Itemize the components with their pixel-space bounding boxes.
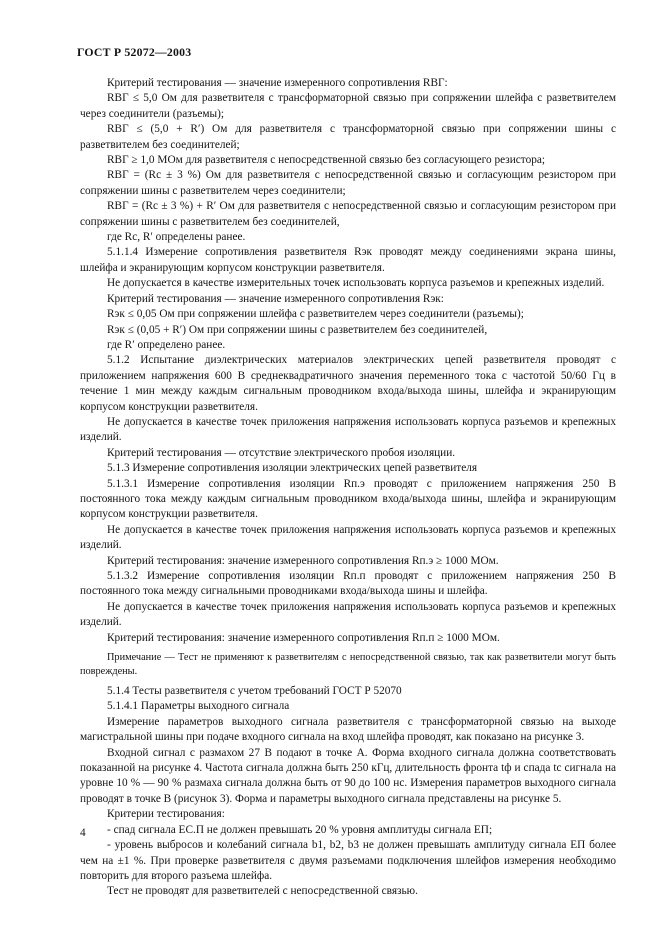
paragraph: Критерий тестирования — отсутствие электрического пробоя изоляции. bbox=[107, 446, 456, 459]
page-number: 4 bbox=[80, 827, 86, 839]
paragraph: RBГ ≥ 1,0 МОм для разветвителя с непосредственной связью без согласующего резистора; bbox=[107, 154, 546, 167]
section-heading: 5.1.4 Тесты разветвителя с учетом требований ГОСТ Р 52070 bbox=[107, 685, 402, 698]
paragraph: Rэк ≤ (0,05 + R′) Ом при сопряжении шины с разветвителем без соединителей, bbox=[107, 323, 488, 336]
section-heading: 5.1.3 Измерение сопротивления изоляции электрических цепей разветвителя bbox=[107, 462, 478, 475]
page-header: ГОСТ Р 52072—2003 bbox=[77, 45, 192, 59]
paragraph: Тест не проводят для разветвителей с непосредственной связью. bbox=[107, 885, 418, 898]
paragraph: 5.1.3.2 Измерение сопротивления изоляции Rп.п проводят с приложением напряжения 250 В постоянного тока между сигнальными проводниками входа/выхода шины и шлейфа. bbox=[80, 570, 616, 598]
list-item: - уровень выбросов и колебаний сигнала b1, b2, b3 не должен превышать амплитуду сигнала EП более чем на ±1 %. При проверке разветвителя с двумя разъемами подключения шлейфов измерения необходимо повторить для второго разъема шлейфа. bbox=[80, 839, 616, 882]
paragraph: 5.1.1.4 Измерение сопротивления разветвителя Rэк проводят между соединениями экрана шины, шлейфа и экранирующим корпусом конструкции разветвителя. bbox=[80, 246, 616, 274]
paragraph: Критерий тестирования: значение измеренного сопротивления Rп.э ≥ 1000 МОм. bbox=[107, 554, 499, 567]
paragraph: Критерий тестирования — значение измеренного сопротивления RBГ: bbox=[107, 77, 448, 89]
paragraph: Не допускается в качестве точек приложения напряжения использовать корпуса разъемов и крепежных изделий. bbox=[80, 523, 616, 552]
paragraph: где R′ определено ранее. bbox=[107, 338, 226, 351]
paragraph: RBГ = (Rc ± 3 %) Ом для разветвителя с непосредственной связью и согласующим резистором при сопряжении шины с разветвителем через соединители; bbox=[80, 169, 616, 197]
paragraph: RBГ ≤ (5,0 + R′) Ом для разветвителя с трансформаторной связью при сопряжении шины с разветвителем без соединителей; bbox=[80, 123, 616, 151]
paragraph: Не допускается в качестве точек приложения напряжения использовать корпуса разъемов и крепежных изделий. bbox=[80, 600, 616, 629]
list-item: - спад сигнала EC.П не должен превышать 20 % уровня амплитуды сигнала EП; bbox=[107, 823, 493, 836]
paragraph: RBГ ≤ 5,0 Ом для разветвителя с трансформаторной связью при сопряжении шлейфа с разветвителем через соединители (разъемы); bbox=[80, 92, 616, 120]
paragraph: Критерий тестирования — значение измеренного сопротивления Rэк: bbox=[107, 292, 444, 305]
paragraph: Не допускается в качестве измерительных точек использовать корпуса разъемов и крепежных изделий. bbox=[107, 277, 605, 290]
paragraph: 5.1.3.1 Измерение сопротивления изоляции Rп.э проводят с приложением напряжения 250 В постоянного тока между каждым сигнальным проводником входа/выхода шины, шлейфа и экранирующим корпусом конструкции разветвителя. bbox=[80, 477, 616, 521]
paragraph: RBГ = (Rc ± 3 %) + R′ Ом для разветвителя с непосредственной связью и согласующим резистором при сопряжении шины с разветвителем без соединителей, bbox=[80, 200, 616, 228]
paragraph: Не допускается в качестве точек приложения напряжения использовать корпуса разъемов и крепежных изделий. bbox=[80, 415, 616, 444]
paragraph: 5.1.2 Испытание диэлектрических материалов электрических цепей разветвителя проводят с приложением напряжения 600 В среднеквадратичного значения переменного тока с частотой 50/60 Гц в течение 1 мин между каждым сигнальным проводником входа/выхода шины, шлейфа и экранирующим корпусом конструкции разветвителя. bbox=[80, 354, 616, 413]
page-body bbox=[80, 76, 616, 900]
paragraph: Измерение параметров выходного сигнала разветвителя с трансформаторной связью на выходе магистральной шины при подаче входного сигнала на вход шлейфа проводят, как показано на рисунке 3. bbox=[80, 715, 616, 744]
paragraph: Входной сигнал с размахом 27 В подают в точке А. Форма входного сигнала должна соответствовать показанной на рисунке 4. Частота сигнала должна быть 250 кГц, длительность фронта tф и спада tc сигнала на уровне 10 % — 90 % размаха сигнала должна быть от 90 до 100 нс. Измерения параметров выходного сигнала проводят в точке В (рисунок 3). Форма и параметры выходного сигнала представлены на рисунке 5. bbox=[80, 746, 616, 805]
paragraph: где Rc, R′ определены ранее. bbox=[107, 231, 246, 244]
paragraph: Критерий тестирования: значение измеренного сопротивления Rп.п ≥ 1000 МОм. bbox=[107, 631, 500, 644]
paragraph: Rэк ≤ 0,05 Ом при сопряжении шлейфа с разветвителем через соединители (разъемы); bbox=[107, 308, 524, 321]
note: Примечание — Тест не применяют к разветвителям с непосредственной связью, так как разветвители могут быть повреждены. bbox=[80, 652, 616, 678]
paragraph: Критерии тестирования: bbox=[107, 808, 225, 821]
section-heading: 5.1.4.1 Параметры выходного сигнала bbox=[107, 700, 290, 713]
